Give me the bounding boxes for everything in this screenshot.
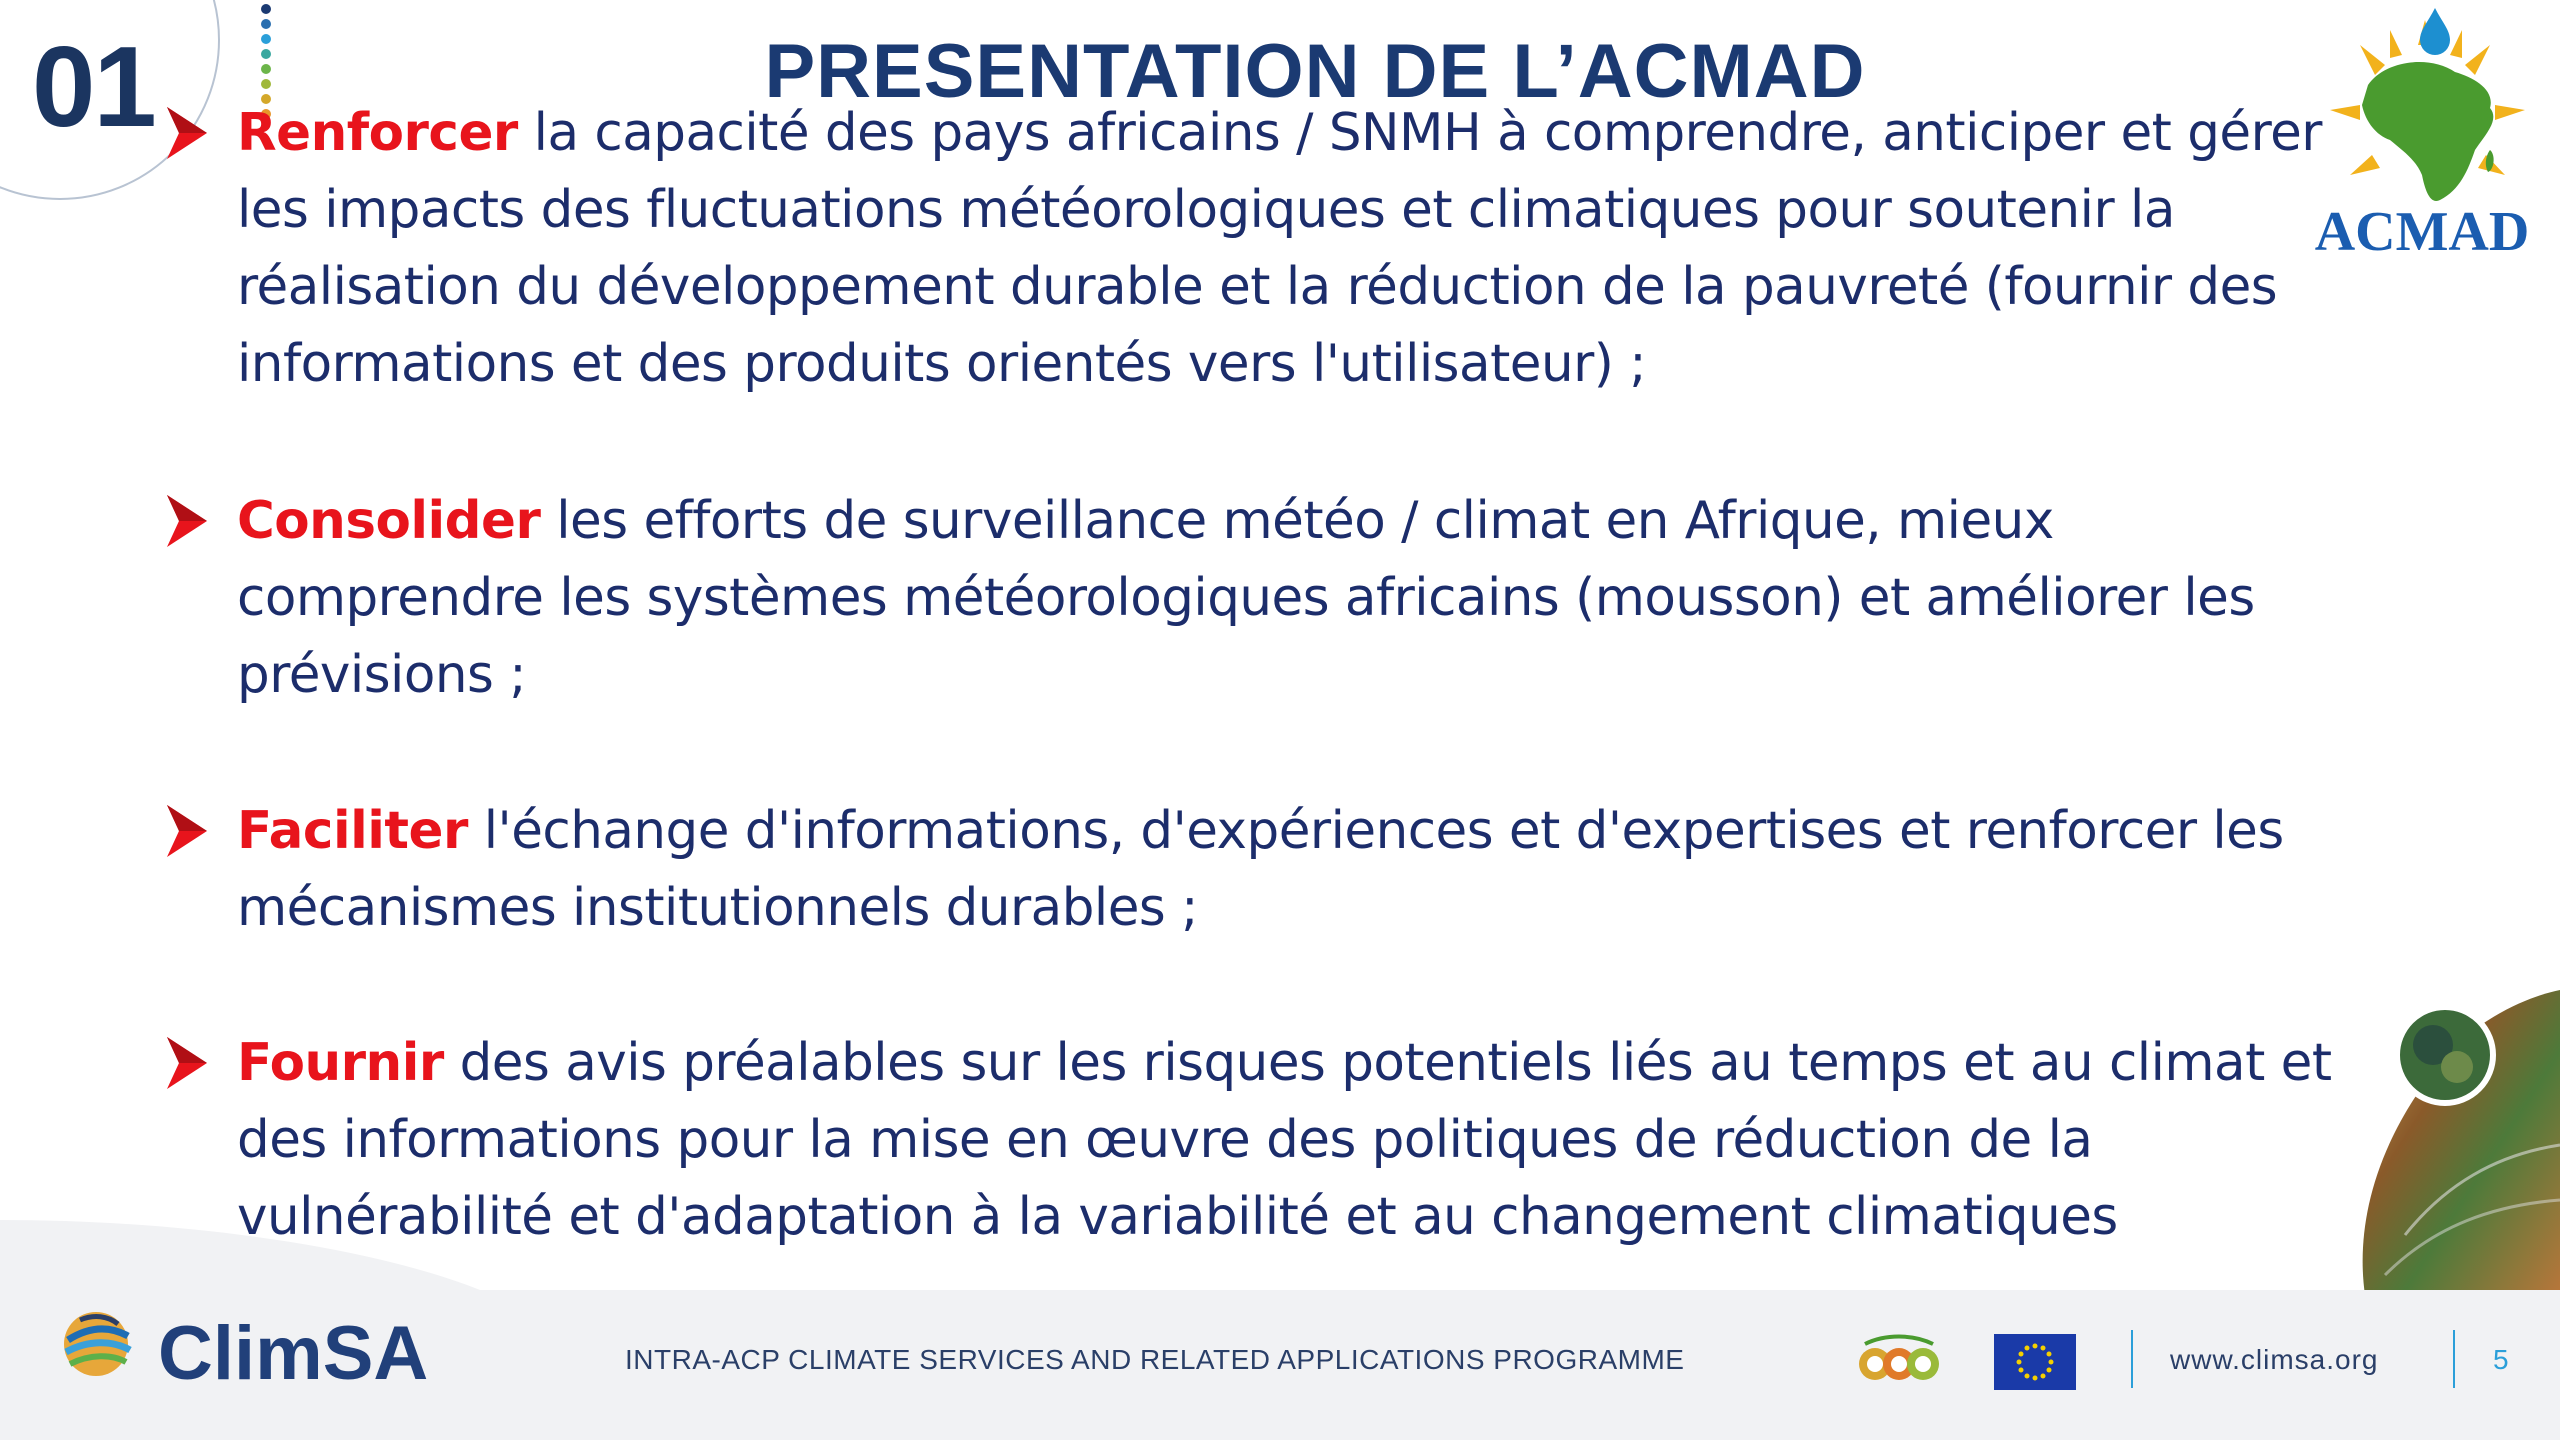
bullet-text: la capacité des pays africains / SNMH à comprendre, anticiper et gérer (517, 103, 2322, 163)
bullet-keyword: Renforcer (237, 103, 518, 163)
bullet-text: des avis préalables sur les risques potentiels liés au temps et au climat et (443, 1033, 2332, 1093)
section-number: 01 (32, 24, 155, 151)
bullet-item (165, 793, 2284, 947)
bullet-text: réalisation du développement durable et la réduction de la pauvreté (fournir des (237, 257, 2278, 317)
bullet-text: comprendre les systèmes météorologiques africains (mousson) et améliorer les (237, 568, 2255, 628)
climsa-brand: ClimSA (158, 1311, 429, 1396)
bullet-keyword: Faciliter (237, 801, 468, 861)
bullet-text: l'échange d'informations, d'expériences et d'expertises et renforcer les (467, 801, 2284, 861)
bullet-text: les efforts de surveillance météo / climat en Afrique, mieux (540, 491, 2054, 551)
bullet-text: vulnérabilité et d'adaptation à la variabilité et au changement climatiques (237, 1187, 2118, 1247)
eu-flag-icon (1994, 1334, 2076, 1390)
bullet-keyword: Fournir (237, 1033, 444, 1093)
acmad-logo (2290, 0, 2560, 260)
footer-divider (2131, 1330, 2133, 1388)
arrow-bullet-icon (165, 493, 209, 549)
bullet-item (165, 95, 2322, 403)
climsa-globe-icon (60, 1296, 132, 1392)
bullet-text: mécanismes institutionnels durables ; (237, 878, 1198, 938)
bullet-text: les impacts des fluctuations météorologiques et climatiques pour soutenir la (237, 180, 2175, 240)
arrow-bullet-icon (165, 803, 209, 859)
programme-title: INTRA-ACP CLIMATE SERVICES AND RELATED APPLICATIONS PROGRAMME (625, 1344, 1685, 1375)
page-number: 5 (2493, 1344, 2509, 1375)
footer-divider (2453, 1330, 2455, 1388)
website-link[interactable]: www.climsa.org (2170, 1344, 2379, 1375)
bullet-text: prévisions ; (237, 645, 527, 705)
arrow-bullet-icon (165, 1035, 209, 1091)
bullet-item (165, 483, 2255, 714)
bullet-text: des informations pour la mise en œuvre des politiques de réduction de la (237, 1110, 2093, 1170)
bullet-keyword: Consolider (237, 491, 541, 551)
arrow-bullet-icon (165, 105, 209, 161)
oeacp-logo (1855, 1330, 1943, 1390)
acmad-logo-text: ACMAD (2314, 201, 2530, 260)
page-title: PRESENTATION DE L’ACMAD (764, 29, 1866, 114)
bullet-text: informations et des produits orientés vers l'utilisateur) ; (237, 334, 1647, 394)
